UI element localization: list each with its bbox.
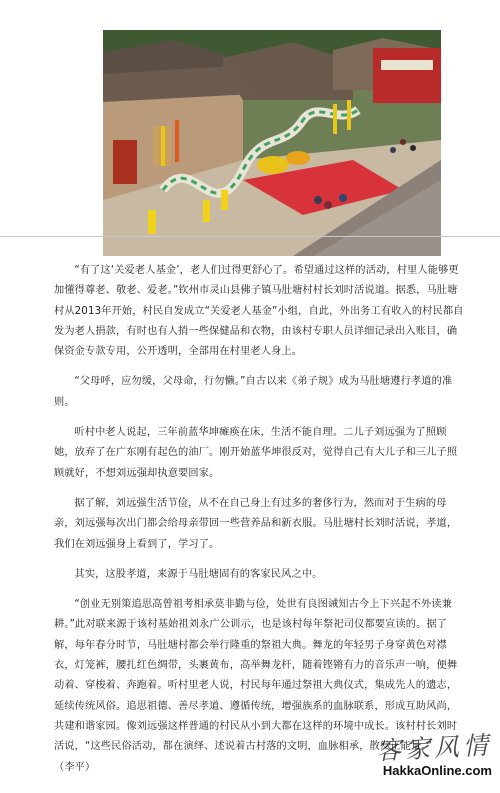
dragon-dance-village-scene bbox=[103, 30, 441, 256]
byline: （李平） bbox=[54, 761, 96, 773]
article-body bbox=[54, 261, 466, 778]
paragraph-5: 其实，这股孝道，来源于马肚塘固有的客家民风之中。 bbox=[74, 568, 323, 580]
watermark-site-url: HakkaOnline.com bbox=[382, 763, 492, 778]
paragraph-6: “创业无别策追思高曾祖考相承莫非勤与俭，处世有良图诫知古今上下兴起不外读兼耕。”此对联来源于该村基始祖刘永广公训示，也是该村每年祭祀司仪都要宣读的。据了解，每年春分时节，马肚塘村都会举行隆重的祭祖大典。舞龙的年轻男子身穿黄色对襟衣，灯笼裤，腰扎红色绸带，头裹黄布，高举舞龙杆，随着铿锵有力的音乐声一响，便舞动着、穿梭着、奔跑着。听村里老人说，村民每年通过祭祖大典仪式，集成先人的遗志，延续传统风俗。追思祖德、善尽孝道、遵循传统，增强族系的血脉联系，形成互助风尚，共建和谐家园。像刘远强这样普通的村民从小到大都在这样的环境中成长。该村村长刘时活说，“这些民俗活动，都在演绎、述说着古村落的文明，血脉相承，散发正能量。” bbox=[54, 599, 458, 753]
watermark-chinese-logo: 客家风情 bbox=[375, 730, 493, 766]
horizontal-divider bbox=[0, 236, 500, 237]
paragraph-2: “父母呼，应勿缓，父母命，行勿懒。”自古以来《弟子规》成为马肚塘遵行孝道的准则。 bbox=[54, 376, 453, 408]
site-watermark bbox=[360, 730, 493, 787]
paragraph-4: 据了解，刘远强生活节俭，从不在自己身上有过多的奢侈行为，然而对于生病的母亲，刘远强每次出门都会给母亲带回一些营养品和新衣服。马肚塘村长刘时活说，孝道，我们在刘远强身上看到了，学习了。 bbox=[54, 497, 458, 550]
festival-photo bbox=[103, 30, 441, 256]
paragraph-1: “有了这‘关爱老人基金’，老人们过得更舒心了。希望通过这样的活动，村里人能够更加懂得尊老、敬老、爱老。”钦州市灵山县佛子镇马肚塘村村长刘时活说道。据悉，马肚塘村从2013年开始，村民自发成立“关爱老人基金”小组，自此，外出务工有收入的村民都自发为老人捐款，有时也有人捎一些保健品和衣物，由该村专职人员详细记录出入账目，确保资金专款专用，公开透明，全部用在村里老人身上。 bbox=[54, 265, 464, 358]
paragraph-3: 听村中老人说起，三年前蓝华坤瘫痪在床，生活不能自理。二儿子刘远强为了照顾她，放弃了在广东刚有起色的油厂。刚开始蓝华坤很反对，觉得自己有大儿子和三儿子照顾就好，不想刘远强却执意要回家。 bbox=[54, 427, 458, 479]
